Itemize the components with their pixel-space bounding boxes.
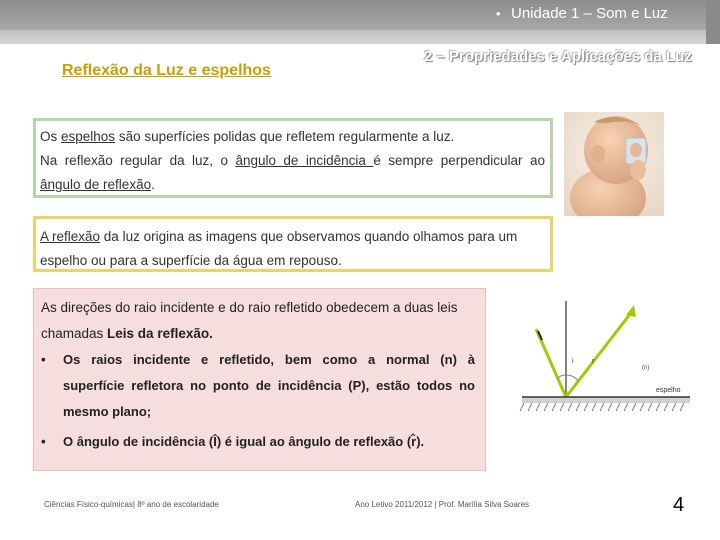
box3-line-1: As direções do raio incidente e do raio refletido obedecem a duas leis — [41, 300, 458, 315]
laws-of-reflection-box — [33, 288, 486, 471]
mirrors-definition-box — [33, 118, 553, 198]
law-2-bullet: • — [41, 434, 46, 449]
box1-l1-term: espelhos — [61, 129, 116, 144]
label-i: i — [572, 358, 574, 365]
mirror-surface — [522, 397, 690, 403]
footer-year-teacher: Ano Letivo 2011/2012 | Prof. Marília Silva Soares — [355, 500, 530, 509]
box1-l2-post: é sempre perpendicular ao — [373, 153, 545, 168]
box2-line-1 — [40, 225, 545, 249]
reflection-images-box — [33, 216, 553, 272]
section-title: Reflexão da Luz e espelhos — [62, 62, 271, 79]
box1-l3-term: ângulo de reflexão — [40, 177, 152, 192]
reflection-law-diagram — [508, 293, 692, 435]
law-1-text — [63, 347, 475, 425]
law-1-line-1: Os raios incidente e refletido, bem como a normal (n) à — [63, 352, 475, 367]
footer-course: Ciências Físico-químicas| 8º ano de escolaridade — [44, 500, 219, 509]
laws-name: Leis da reflexão. — [107, 326, 213, 341]
chapter-subtitle: 2 – Propriedades e Aplicações da Luz — [424, 48, 692, 65]
box2-l1-post: da luz origina as imagens que observamos quando olhamos para um — [100, 229, 518, 244]
law-1 — [41, 347, 475, 425]
law-1-line-2: superfície refletora no ponto de incidência (P), estão todos no — [63, 378, 475, 393]
box1-l2-pre: Na reflexão regular da luz, o — [40, 153, 236, 168]
unit-title: Unidade 1 – Som e Luz — [511, 5, 668, 22]
box1-l1-pre: Os — [40, 129, 62, 144]
box1-line-1 — [40, 125, 545, 149]
box2-line-2: espelho ou para a superfície da água em repouso. — [40, 253, 342, 268]
box3-line-2 — [41, 321, 475, 347]
box1-line-2 — [40, 149, 545, 173]
box3-l2-pre: chamadas — [41, 326, 108, 341]
law-1-line-3: mesmo plano; — [63, 404, 152, 419]
law-2-text: O ângulo de incidência (Î) é igual ao ângulo de reflexão (r̂). — [63, 434, 425, 449]
label-normal: (n) — [642, 365, 650, 371]
box2-l1-term: A reflexão — [40, 229, 101, 244]
box1-line-3 — [40, 173, 545, 197]
law-1-bullet: • — [41, 352, 46, 367]
baby-mirror-photo — [564, 112, 664, 216]
box1-l2-term: ângulo de incidência — [235, 153, 374, 168]
box1-l3-post: . — [151, 177, 155, 192]
law-2 — [41, 429, 475, 455]
label-mirror: espelho — [656, 387, 681, 394]
header-bullet: • — [496, 6, 501, 21]
label-r: r — [592, 358, 595, 365]
page-number: 4 — [673, 494, 685, 516]
header-bar-edge — [706, 0, 720, 44]
box1-l1-post: são superfícies polidas que refletem regularmente a luz. — [115, 129, 455, 144]
